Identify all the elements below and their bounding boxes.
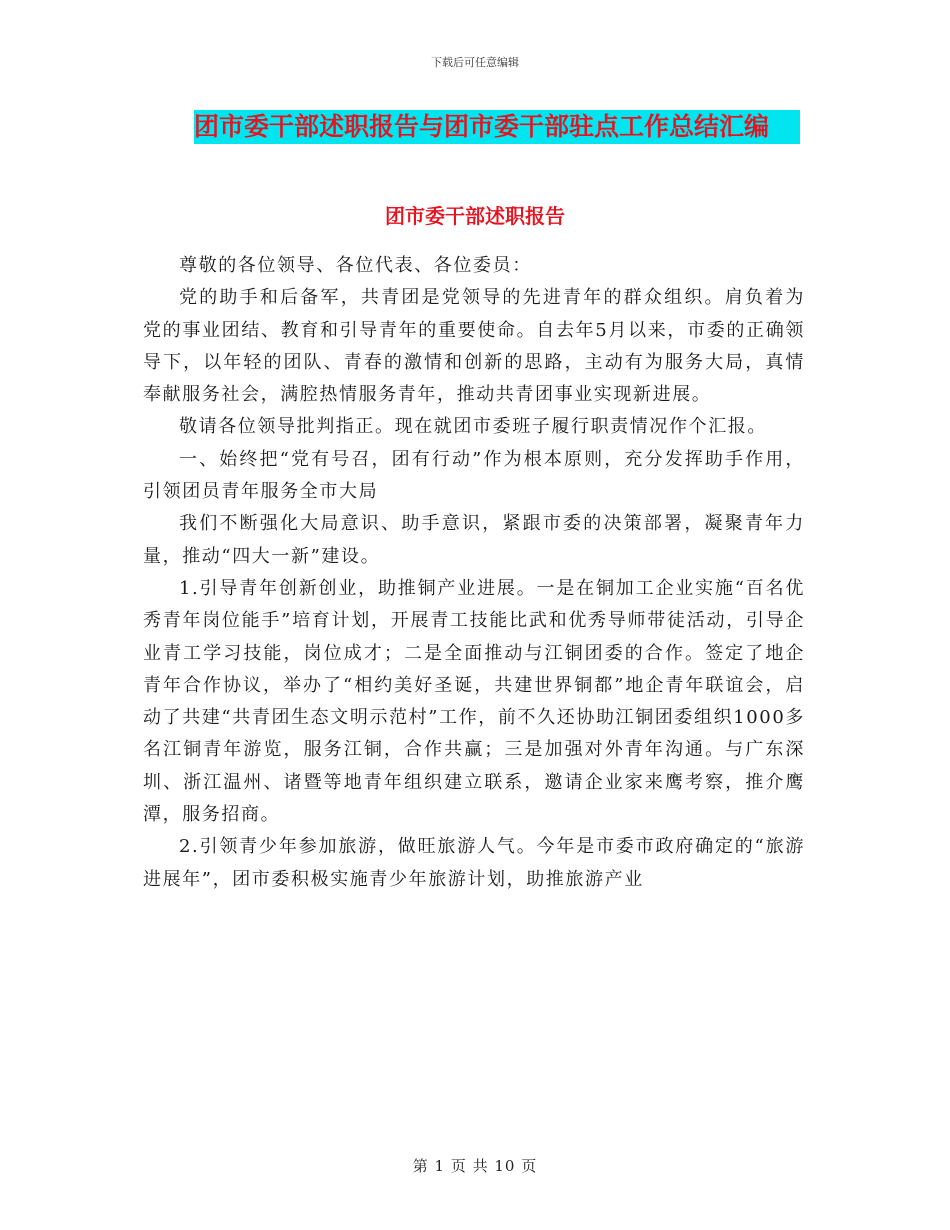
paragraph-item-two: 2.引领青少年参加旅游，做旺旅游人气。今年是市委市政府确定的“旅游进展年”，团市委积极实施青少年旅游计划，助推旅游产业 bbox=[143, 836, 805, 890]
paragraph-intro: 党的助手和后备军，共青团是党领导的先进青年的群众组织。肩负着为党的事业团结、教育和引导青年的重要使命。自去年5月以来，市委的正确领导下，以年轻的团队、青春的激情和创新的思路，主动有为服务大局，真情奉献服务社会，满腔热情服务青年，推动共青团事业实现新进展。 bbox=[143, 287, 805, 406]
paragraph-salutation: 尊敬的各位领导、各位代表、各位委员： bbox=[179, 255, 532, 276]
paragraph-heading-one: 一、始终把“党有号召，团有行动”作为根本原则，充分发挥助手作用，引领团员青年服务全市大局 bbox=[143, 448, 805, 503]
main-title: 团市委干部述职报告与团市委干部驻点工作总结汇编 bbox=[194, 112, 770, 141]
section-title: 团市委干部述职报告 bbox=[385, 204, 565, 228]
main-title-highlight bbox=[194, 110, 800, 144]
document-body bbox=[143, 250, 805, 896]
paragraph-item-one: 1.引导青年创新创业，助推铜产业进展。一是在铜加工企业实施“百名优秀青年岗位能手”培育计划，开展青工技能比武和优秀导师带徒活动，引导企业青工学习技能，岗位成才；二是全面推动与江铜团委的合作。签定了地企青年合作协议，举办了“相约美好圣诞，共建世界铜都”地企青年联谊会，启动了共建“共青团生态文明示范村”工作，前不久还协助江铜团委组织1000多名江铜青年游览，服务江铜，合作共赢；三是加强对外青年沟通。与广东深圳、浙江温州、诸暨等地青年组织建立联系，邀请企业家来鹰考察，推介鹰潭，服务招商。 bbox=[143, 577, 805, 826]
page-header-note: 下载后可任意编辑 bbox=[431, 56, 519, 69]
page-footer: 第 1 页 共 10 页 bbox=[412, 1157, 538, 1175]
paragraph-request: 敬请各位领导批判指正。现在就团市委班子履行职责情况作个汇报。 bbox=[179, 416, 767, 438]
paragraph-summary: 我们不断强化大局意识、助手意识，紧跟市委的决策部署，凝聚青年力量，推动“四大一新”建设。 bbox=[143, 513, 805, 567]
